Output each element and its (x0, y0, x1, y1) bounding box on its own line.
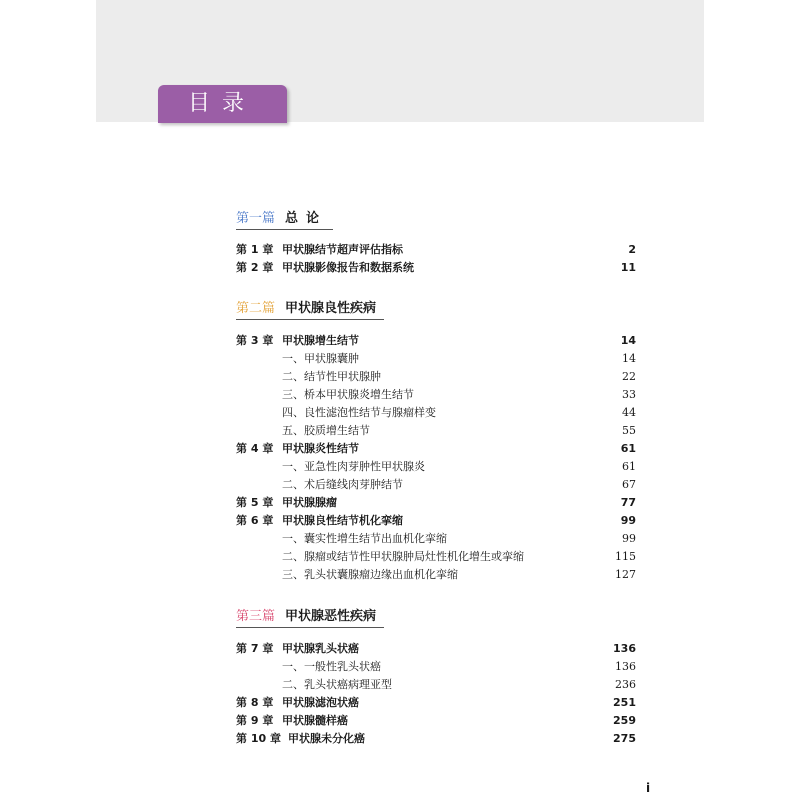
section-title: 二、结节性甲状腺肿 (282, 370, 381, 383)
toc-section-entry[interactable] (236, 549, 636, 565)
chapter-title: 甲状腺髓样癌 (282, 714, 348, 727)
section-title: 二、腺瘤或结节性甲状腺肿局灶性机化增生或挛缩 (282, 550, 524, 563)
section-title: 三、桥本甲状腺炎增生结节 (282, 388, 414, 401)
page-ref: 67 (622, 478, 636, 491)
section-title: 一、亚急性肉芽肿性甲状腺炎 (282, 460, 425, 473)
toc-chapter-entry[interactable] (236, 441, 636, 457)
chapter-title: 甲状腺炎性结节 (282, 442, 359, 455)
page-ref: 61 (620, 442, 636, 455)
toc-section-entry[interactable] (236, 567, 636, 583)
toc-section-entry[interactable] (236, 423, 636, 439)
page-ref: 275 (613, 732, 636, 745)
section-title: 一、甲状腺囊肿 (282, 352, 359, 365)
page-ref: 61 (622, 460, 636, 473)
toc-chapter-entry[interactable] (236, 242, 636, 258)
page-ref: 251 (613, 696, 636, 709)
toc-chapter-entry[interactable] (236, 495, 636, 511)
toc-section-entry[interactable] (236, 659, 636, 675)
toc-chapter-entry[interactable] (236, 333, 636, 349)
part-number: 第一篇 (236, 211, 276, 226)
chapter-number: 第 10 章 (236, 732, 281, 745)
toc-title: 目录 (158, 85, 287, 123)
toc-section-entry[interactable] (236, 531, 636, 547)
chapter-number: 第 5 章 (236, 496, 274, 509)
toc-section-entry[interactable] (236, 369, 636, 385)
section-title: 二、术后缝线肉芽肿结节 (282, 478, 403, 491)
page-ref: 259 (613, 714, 636, 727)
page-ref: 115 (615, 550, 636, 563)
part-number: 第三篇 (236, 609, 276, 624)
part-underline (236, 229, 333, 230)
section-title: 一、一般性乳头状癌 (282, 660, 381, 673)
section-title: 二、乳头状癌病理亚型 (282, 678, 392, 691)
page-ref: 77 (620, 496, 636, 509)
part-name: 甲状腺恶性疾病 (285, 609, 377, 624)
chapter-title: 甲状腺乳头状癌 (282, 642, 359, 655)
chapter-title: 甲状腺未分化癌 (288, 732, 365, 745)
chapter-number: 第 2 章 (236, 261, 274, 274)
toc-section-entry[interactable] (236, 387, 636, 403)
toc-section-entry[interactable] (236, 405, 636, 421)
page-ref: 55 (622, 424, 636, 437)
part-name: 甲状腺良性疾病 (285, 301, 377, 316)
chapter-number: 第 4 章 (236, 442, 274, 455)
chapter-number: 第 6 章 (236, 514, 274, 527)
section-title: 一、囊实性增生结节出血机化挛缩 (282, 532, 447, 545)
chapter-title: 甲状腺结节超声评估指标 (282, 243, 403, 256)
page-number: i (646, 781, 651, 795)
toc-section-entry[interactable] (236, 477, 636, 493)
chapter-title: 甲状腺腺瘤 (282, 496, 337, 509)
chapter-title: 甲状腺滤泡状癌 (282, 696, 359, 709)
part-name: 总论 (285, 211, 328, 226)
page-ref: 22 (622, 370, 636, 383)
chapter-number: 第 3 章 (236, 334, 274, 347)
part-number: 第二篇 (236, 301, 276, 316)
toc-chapter-entry[interactable] (236, 260, 636, 276)
page-ref: 236 (615, 678, 636, 691)
page-ref: 127 (615, 568, 636, 581)
page-ref: 33 (622, 388, 636, 401)
part-underline (236, 319, 384, 320)
page-ref: 99 (620, 514, 636, 527)
chapter-number: 第 8 章 (236, 696, 274, 709)
page-ref: 11 (620, 261, 636, 274)
toc-chapter-entry[interactable] (236, 713, 636, 729)
section-title: 四、良性滤泡性结节与腺瘤样变 (282, 406, 436, 419)
section-title: 五、胶质增生结节 (282, 424, 370, 437)
chapter-number: 第 1 章 (236, 243, 274, 256)
page-ref: 136 (613, 642, 636, 655)
page-ref: 136 (615, 660, 636, 673)
chapter-title: 甲状腺影像报告和数据系统 (282, 261, 414, 274)
chapter-number: 第 9 章 (236, 714, 274, 727)
part-underline (236, 627, 384, 628)
page-ref: 14 (622, 352, 636, 365)
toc-chapter-entry[interactable] (236, 641, 636, 657)
chapter-title: 甲状腺增生结节 (282, 334, 359, 347)
part-heading (236, 207, 327, 225)
toc-chapter-entry[interactable] (236, 731, 636, 747)
toc-chapter-entry[interactable] (236, 513, 636, 529)
page-ref: 44 (622, 406, 636, 419)
toc-chapter-entry[interactable] (236, 695, 636, 711)
part-heading (236, 297, 376, 315)
page-ref: 2 (628, 243, 636, 256)
chapter-title: 甲状腺良性结节机化挛缩 (282, 514, 403, 527)
toc-section-entry[interactable] (236, 351, 636, 367)
page-ref: 99 (622, 532, 636, 545)
chapter-number: 第 7 章 (236, 642, 274, 655)
toc-section-entry[interactable] (236, 459, 636, 475)
section-title: 三、乳头状囊腺瘤边缘出血机化挛缩 (282, 568, 458, 581)
page-ref: 14 (620, 334, 636, 347)
toc-section-entry[interactable] (236, 677, 636, 693)
part-heading (236, 605, 376, 623)
